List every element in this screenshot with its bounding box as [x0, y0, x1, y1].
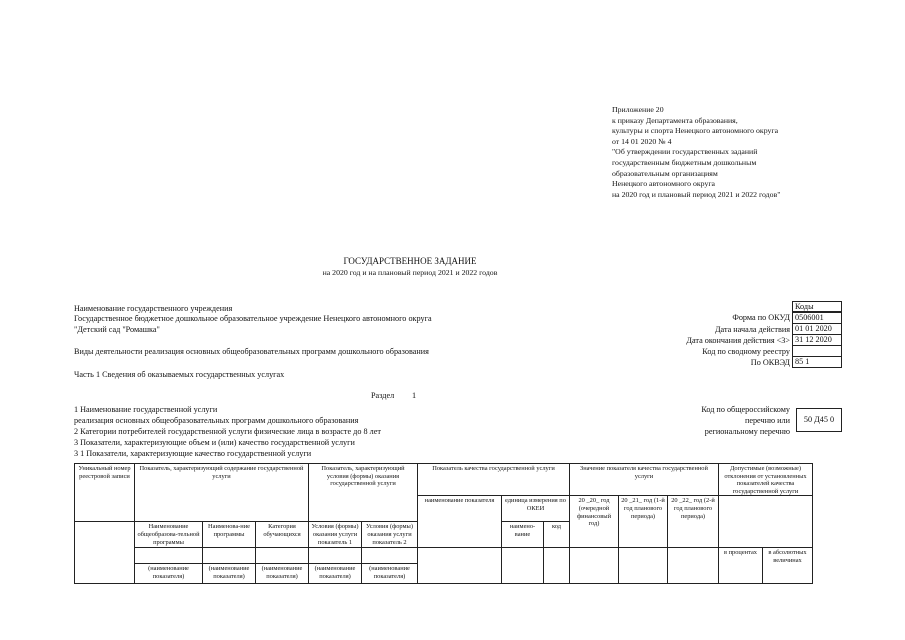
- col-okei-code: код: [544, 522, 570, 548]
- header-indicator-value: Значение показателя качества государственной услуги: [570, 464, 719, 496]
- header-quality-indicator: Показатель качества государственной услуги: [418, 464, 570, 496]
- code-value-start: 01 01 2020: [792, 323, 842, 335]
- header-content-indicator: Показатель, характеризующий содержание государственной услуги: [135, 464, 309, 522]
- codes-header: Коды: [792, 301, 842, 312]
- appendix-line: от 14 01 2020 № 4: [612, 136, 672, 146]
- appendix-line: к приказу Департамента образования,: [612, 115, 738, 125]
- year-1-cell: [570, 548, 619, 584]
- institution-name-line2: "Детский сад "Ромашка": [74, 325, 160, 334]
- note-cell-4: [309, 548, 362, 564]
- code-label-okud: Форма по ОКУД: [732, 313, 790, 322]
- appendix-line: на 2020 год и плановый период 2021 и 2022 годов": [612, 189, 781, 199]
- activity-type: Виды деятельности реализация основных общеобразовательных программ дошкольного образования: [74, 347, 429, 356]
- header-deviation: Допустимые (возможные) отклонения от установленных показателей качества государственной услуги: [719, 464, 813, 496]
- item-service-value: реализация основных общеобразовательных программ дошкольного образования: [74, 416, 359, 425]
- col-deviation-abs: в абсолютных величинах: [763, 548, 813, 584]
- code-label-registry: Код по сводному реестру: [702, 347, 790, 356]
- col-deviation-pct: в процентах: [719, 548, 763, 584]
- appendix-line: культуры и спорта Ненецкого автономного округа: [612, 126, 779, 136]
- indicator-name-note: (наименование показателя): [256, 564, 309, 584]
- item-service-name: 1 Наименование государственной услуги: [74, 405, 218, 414]
- note-cell-5: [362, 548, 418, 564]
- institution-name: Государственное бюджетное дошкольное образовательное учреждение Ненецкого автономного округа: [74, 314, 432, 323]
- code-label-start: Дата начала действия: [714, 325, 790, 334]
- appendix-line: "Об утверждении государственных заданий: [612, 147, 758, 157]
- section-number: 1: [412, 391, 417, 400]
- institution-label: Наименование государственного учреждения: [74, 304, 233, 313]
- item-consumers: 2 Категории потребителей государственной услуги физические лица в возрасте до 8 лет: [74, 427, 381, 436]
- code-value-okud: 0506001: [792, 312, 842, 324]
- header-year-3: 20 _22_ год (2-й год планового периода): [668, 496, 719, 548]
- quality-indicators-table: [74, 463, 813, 584]
- part-heading: Часть 1 Сведения об оказываемых государственных услугах: [74, 370, 285, 379]
- indicator-name-note: (наименование показателя): [203, 564, 256, 584]
- okei-name-cell: [502, 548, 544, 584]
- code-label-okved: По ОКВЭД: [750, 358, 790, 367]
- item-indicators: 3 Показатели, характеризующие объем и (или) качество государственной услуги: [74, 438, 355, 447]
- col-condition-2: Условия (формы) оказания услуги показатель 2: [362, 522, 418, 548]
- col-okei-name: наимено-вание: [502, 522, 544, 548]
- note-cell-3: [256, 548, 309, 564]
- header-okei-unit: единица измерения по ОКЕИ: [502, 496, 570, 522]
- note-cell-2: [203, 548, 256, 564]
- indicator-name-note: (наименование показателя): [362, 564, 418, 584]
- item-quality-indicators: 3 1 Показатели, характеризующие качество государственной услуги: [74, 449, 312, 458]
- registry-label-2: перечню или: [744, 416, 790, 425]
- header-unique-number: Уникальный номер реестровой записи: [75, 464, 135, 522]
- registry-code: 50 Д45 0: [796, 408, 842, 432]
- appendix-line: образовательным организациям: [612, 168, 718, 178]
- appendix-line: Ненецкого автономного округа: [612, 179, 716, 189]
- code-label-end: Дата окончания действия <3>: [686, 336, 790, 345]
- col-program: Наименова-ние программы: [203, 522, 256, 548]
- indicator-name-cell: [418, 548, 502, 584]
- indicator-name-note: (наименование показателя): [309, 564, 362, 584]
- year-3-cell: [668, 548, 719, 584]
- header-conditions-indicator: Показатель, характеризующий условия (формы) оказания государственной услуги: [309, 464, 418, 522]
- code-value-end: 31 12 2020: [792, 334, 842, 346]
- appendix-block: [612, 105, 780, 200]
- indicator-name-note: (наименование показателя): [135, 564, 203, 584]
- page-title: ГОСУДАРСТВЕННОЕ ЗАДАНИЕ: [343, 256, 477, 266]
- appendix-line: Приложение 20: [612, 105, 664, 114]
- okei-code-cell: [544, 548, 570, 584]
- registry-label-3: региональному перечню: [704, 427, 790, 436]
- page-subtitle: на 2020 год и на плановый период 2021 и 2022 годов: [322, 268, 498, 277]
- unique-number-cell: [75, 522, 135, 584]
- section-label: Раздел: [371, 391, 395, 400]
- registry-label-1: Код по общероссийскому: [701, 405, 790, 414]
- code-value-okved: 85 1: [792, 356, 842, 368]
- col-student-category: Категория обучающихся: [256, 522, 309, 548]
- col-program-name: Наименование общеобразова-тельной программы: [135, 522, 203, 548]
- year-2-cell: [619, 548, 668, 584]
- header-year-2: 20 _21_ год (1-й год планового периода): [619, 496, 668, 548]
- note-cell-1: [135, 548, 203, 564]
- header-deviation-spacer: [719, 496, 813, 548]
- header-indicator-name: наименование показателя: [418, 496, 502, 548]
- header-year-1: 20 _20_ год (очередной финансовый год): [570, 496, 619, 548]
- appendix-line: государственным бюджетным дошкольным: [612, 157, 757, 167]
- col-condition-1: Условия (формы) оказания услуги показатель 1: [309, 522, 362, 548]
